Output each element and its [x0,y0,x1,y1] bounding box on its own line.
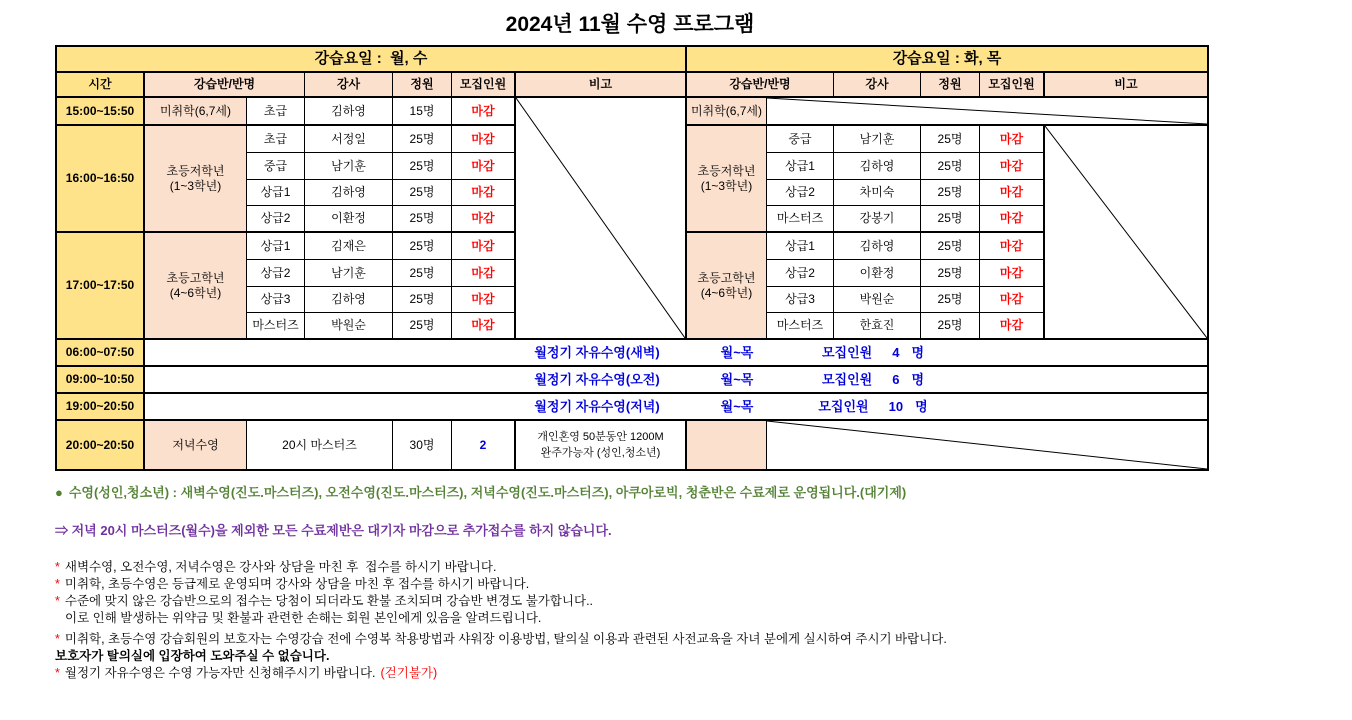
recruit-label: 모집인원 [818,398,869,414]
col-header-note: 비고 [516,73,687,98]
asterisk-icon: * [55,666,60,680]
teacher-cell: 김하영 [305,287,393,313]
group-grades: (1~3학년) [169,178,222,193]
note-text: 이로 인해 발생하는 위약금 및 환불과 관련한 손해는 회원 본인에게 있음을 알려드립니다. [65,611,542,625]
note-operation [55,485,906,501]
level-cell: 초급 [247,126,305,153]
level-cell: 상급1 [247,233,305,260]
note-line-3 [55,594,593,609]
teacher-cell: 남기훈 [834,126,921,153]
col-header-time: 시간 [57,73,145,98]
recruit-status-cell: 마감 [980,153,1045,180]
recruit-count: 6 [892,371,900,387]
recruit-status-cell: 마감 [980,206,1045,233]
time-cell: 15:00~15:50 [57,98,145,126]
time-cell: 20:00~20:50 [57,421,145,469]
level-cell: 상급3 [247,287,305,313]
free-swim-label: 월정기 자유수영(새벽) [534,344,660,360]
note-line-6 [55,649,329,664]
capacity-cell: 25명 [921,260,980,287]
col-header-class: 강습반/반명 [145,73,305,98]
note-line-1 [55,560,496,575]
teacher-cell: 한효진 [834,313,921,340]
capacity-cell: 25명 [393,126,452,153]
capacity-cell: 25명 [393,287,452,313]
diagonal-strike-icon [767,421,1207,469]
class-group-cell: 미취학(6,7세) [145,98,247,126]
teacher-cell: 박원순 [834,287,921,313]
capacity-cell: 25명 [393,180,452,206]
time-cell: 06:00~07:50 [57,340,145,367]
group-name: 초등저학년 [697,163,756,178]
teacher-cell: 김하영 [834,153,921,180]
section-header-monwed: 강습요일 : 월, 수 [57,47,687,73]
free-swim-row [145,340,1207,367]
free-swim-days: 월~목 [720,371,754,387]
recruit-status-cell: 마감 [452,260,516,287]
capacity-cell: 25명 [921,206,980,233]
note-text: 미취학, 초등수영은 등급제로 운영되며 강사와 상담을 마친 후 접수를 하시기 바랍니다. [64,577,530,591]
no-class-cell [767,421,1207,469]
asterisk-icon: * [55,577,60,591]
teacher-cell: 박원순 [305,313,393,340]
col-header-recruit-r: 모집인원 [980,73,1045,98]
note-text: 보호자가 탈의실에 입장하여 도와주실 수 없습니다. [55,649,330,663]
class-name-cell: 20시 마스터즈 [247,421,393,469]
note-line-2 [55,577,529,592]
note-text: 수영(성인,청소년) : 새벽수영(진도.마스터즈), 오전수영(진도.마스터즈), 저녁수영(진도.마스터즈), 아쿠아로빅, 청춘반은 수료제로 운영됩니다.(대기제) [68,485,907,500]
bullet-icon: ● [55,485,63,500]
class-group-cell [687,233,767,340]
free-swim-row [145,394,1207,421]
teacher-cell: 이환정 [834,260,921,287]
level-cell: 상급1 [247,180,305,206]
level-cell: 마스터즈 [247,313,305,340]
group-name: 초등고학년 [697,270,756,285]
capacity-cell: 30명 [393,421,452,469]
recruit-label: 모집인원 [821,344,873,360]
recruit-status-cell: 마감 [452,233,516,260]
group-grades: (1~3학년) [700,178,753,193]
note-text-red: (걷기불가) [380,666,438,680]
asterisk-icon: * [55,594,60,608]
capacity-cell: 25명 [393,260,452,287]
free-swim-recruit [822,344,924,360]
recruit-unit: 명 [911,344,925,360]
class-group-cell: 미취학(6,7세) [687,98,767,126]
recruit-status-cell: 마감 [452,206,516,233]
capacity-cell: 15명 [393,98,452,126]
time-cell: 16:00~16:50 [57,126,145,233]
recruit-status-cell: 마감 [452,180,516,206]
time-cell: 09:00~10:50 [57,367,145,394]
diagonal-strike-icon [767,98,1207,124]
asterisk-icon: * [55,632,60,646]
level-cell: 상급1 [767,233,834,260]
recruit-status-cell: 2 [452,421,516,469]
level-cell: 마스터즈 [767,313,834,340]
level-cell: 상급2 [767,180,834,206]
recruit-status-cell: 마감 [980,126,1045,153]
recruit-status-cell: 마감 [452,287,516,313]
recruit-unit: 명 [915,398,928,414]
capacity-cell: 25명 [393,153,452,180]
free-swim-label: 월정기 자유수영(오전) [534,371,660,387]
capacity-cell: 25명 [393,313,452,340]
class-group-cell [145,126,247,233]
free-swim-days: 월~목 [720,344,754,360]
teacher-cell: 강봉기 [834,206,921,233]
page-title: 2024년 11월 수영 프로그램 [505,13,755,36]
empty-cell [687,421,767,469]
teacher-cell: 김하영 [305,180,393,206]
teacher-cell: 김하영 [305,98,393,126]
note-text: 수준에 맞지 않은 강습반으로의 접수는 당첨이 되더라도 환불 조치되며 강습반 변경도 불가합니다.. [64,594,594,608]
free-swim-recruit [818,398,927,414]
recruit-unit: 명 [911,371,925,387]
level-cell: 중급 [767,126,834,153]
recruit-status-cell: 마감 [980,233,1045,260]
free-swim-days: 월~목 [720,398,754,414]
col-header-recruit: 모집인원 [452,73,516,98]
capacity-cell: 25명 [921,313,980,340]
note-line-5 [55,632,947,647]
capacity-cell: 25명 [921,180,980,206]
note-cell-monwed [516,98,687,340]
free-swim-row [145,367,1207,394]
teacher-cell: 남기훈 [305,260,393,287]
level-cell: 중급 [247,153,305,180]
no-class-cell [767,98,1207,126]
diagonal-strike-icon [1045,126,1207,338]
diagonal-strike-icon [516,98,685,338]
time-cell: 17:00~17:50 [57,233,145,340]
recruit-status-cell: 마감 [980,287,1045,313]
free-swim-recruit [822,371,924,387]
recruit-status-cell: 마감 [452,126,516,153]
teacher-cell: 김재은 [305,233,393,260]
capacity-cell: 25명 [921,233,980,260]
time-cell: 19:00~20:50 [57,394,145,421]
group-name: 초등고학년 [166,270,225,285]
class-group-cell: 저녁수영 [145,421,247,469]
schedule-table [55,45,1209,471]
col-header-teacher: 강사 [305,73,393,98]
recruit-status-cell: 마감 [452,153,516,180]
capacity-cell: 25명 [921,287,980,313]
group-grades: (4~6학년) [700,285,753,300]
note-line-4 [55,611,541,626]
teacher-cell: 차미숙 [834,180,921,206]
col-header-class-r: 강습반/반명 [687,73,834,98]
capacity-cell: 25명 [393,206,452,233]
recruit-status-cell: 마감 [980,313,1045,340]
level-cell: 상급3 [767,287,834,313]
level-cell: 상급2 [767,260,834,287]
level-cell: 마스터즈 [767,206,834,233]
note-cell [516,421,687,469]
teacher-cell: 서정일 [305,126,393,153]
note-text: 새벽수영, 오전수영, 저녁수영은 강사와 상담을 마친 후 접수를 하시기 바랍니다. [64,560,497,574]
col-header-note-r: 비고 [1045,73,1207,98]
level-cell: 상급1 [767,153,834,180]
note-line-7 [55,666,437,681]
class-group-cell [687,126,767,233]
note-line: 개인혼영 50분동안 1200M [537,430,664,443]
recruit-count: 10 [888,398,904,414]
note-line: 완주가능자 (성인,청소년) [540,447,661,459]
section-header-tuethu: 강습요일 : 화, 목 [687,47,1207,73]
capacity-cell: 25명 [393,233,452,260]
note-text: 월정기 자유수영은 수영 가능자만 신청해주시기 바랍니다. [64,666,376,680]
class-group-cell [145,233,247,340]
recruit-count: 4 [892,344,900,360]
group-name: 초등저학년 [166,163,225,178]
recruit-status-cell: 마감 [452,98,516,126]
teacher-cell: 남기훈 [305,153,393,180]
col-header-capacity: 정원 [393,73,452,98]
note-waitlist [55,523,612,539]
recruit-status-cell: 마감 [452,313,516,340]
free-swim-label: 월정기 자유수영(저녁) [534,398,660,414]
level-cell: 상급2 [247,260,305,287]
recruit-label: 모집인원 [821,371,873,387]
capacity-cell: 25명 [921,126,980,153]
level-cell: 상급2 [247,206,305,233]
recruit-status-cell: 마감 [980,260,1045,287]
level-cell: 초급 [247,98,305,126]
col-header-teacher-r: 강사 [834,73,921,98]
capacity-cell: 25명 [921,153,980,180]
asterisk-icon: * [55,560,60,574]
teacher-cell: 이환정 [305,206,393,233]
teacher-cell: 김하영 [834,233,921,260]
note-cell-tuethu [1045,126,1207,340]
note-text: ⇒ 저녁 20시 마스터즈(월수)을 제외한 모든 수료제반은 대기자 마감으로 추가접수를 하지 않습니다. [55,523,612,538]
recruit-status-cell: 마감 [980,180,1045,206]
note-text: 미취학, 초등수영 강습회원의 보호자는 수영강습 전에 수영복 착용방법과 샤워장 이용방법, 탈의실 이용과 관련된 사전교육을 자녀 분에게 실시하여 주시기 바랍니다. [64,632,947,646]
col-header-capacity-r: 정원 [921,73,980,98]
group-grades: (4~6학년) [169,285,222,300]
